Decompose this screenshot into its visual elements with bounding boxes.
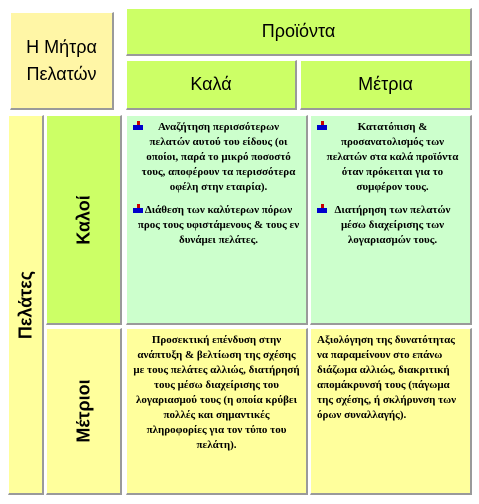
- bullet-icon: [317, 121, 327, 131]
- cell-good-customers-average-products: [310, 115, 472, 325]
- column-header-good: [126, 60, 297, 110]
- bullet-icon: [133, 121, 143, 131]
- customers-side-header: [8, 115, 44, 495]
- column-average-label: Μέτρια: [358, 74, 413, 94]
- column-good-label: Καλά: [190, 74, 232, 94]
- bullet-item: [133, 203, 300, 248]
- bullet-text: Διάθεση των καλύτερων πόρων προς τους υφιστάμενους & τους εν δυνάμει πελάτες.: [137, 204, 300, 246]
- cell-average-customers-average-products: [310, 328, 472, 495]
- row-good-label: Καλοί: [73, 194, 93, 245]
- row-header-average: [46, 328, 122, 495]
- cell-average-customers-good-products: [126, 328, 308, 495]
- products-label: Προϊόντα: [261, 21, 336, 41]
- bullet-item: [317, 120, 464, 195]
- bullet-text: Αναζήτηση περισσότερων πελατών αυτού του είδους (οι οποίοι, παρά το μικρό ποσοστό τους, αποφέρουν τα περισσότερα οφέλη στην εταιρία).: [141, 121, 296, 193]
- products-header: [126, 8, 472, 56]
- customers-label: Πελάτες: [15, 270, 35, 339]
- cell-good-customers-good-products: [126, 115, 308, 325]
- row-header-good: [46, 115, 122, 325]
- cell-text: Αξιολόγηση της δυνατότητας να παραμείνουν στο επάνω διάζωμα αλλιώς, διακριτική απομάκρυνσή τους (πάγωμα της σχέσης, ή σκλήρυνση των όρων συναλλαγής).: [317, 334, 457, 421]
- bullet-icon: [133, 204, 143, 214]
- matrix-title-cell: [10, 12, 114, 110]
- bullet-item: [133, 120, 300, 195]
- cell-text: Προσεκτική επένδυση στην ανάπτυξη & βελτίωση της σχέσης με τους πελάτες αλλιώς, διατήρησή τους μέσω διαχείρισης του λογαριασμού τους (η οποία κρύβει πολλές και σημαντικές πληροφορίες για τον τύπο του πελάτη).: [133, 334, 300, 451]
- bullet-icon: [317, 204, 327, 214]
- bullet-item: [317, 203, 464, 248]
- bullet-text: Κατατόπιση & προσανατολισμός των πελατών στα καλά προϊόντα όταν πρόκειται για το συμφέρον τους.: [326, 121, 459, 193]
- row-average-label: Μέτριοι: [73, 379, 93, 443]
- matrix-title: Η Μήτρα Πελατών: [26, 36, 97, 84]
- column-header-average: [300, 60, 472, 110]
- bullet-text: Διατήρηση των πελατών μέσω διαχείρισης των λογαριασμών τους.: [334, 204, 451, 246]
